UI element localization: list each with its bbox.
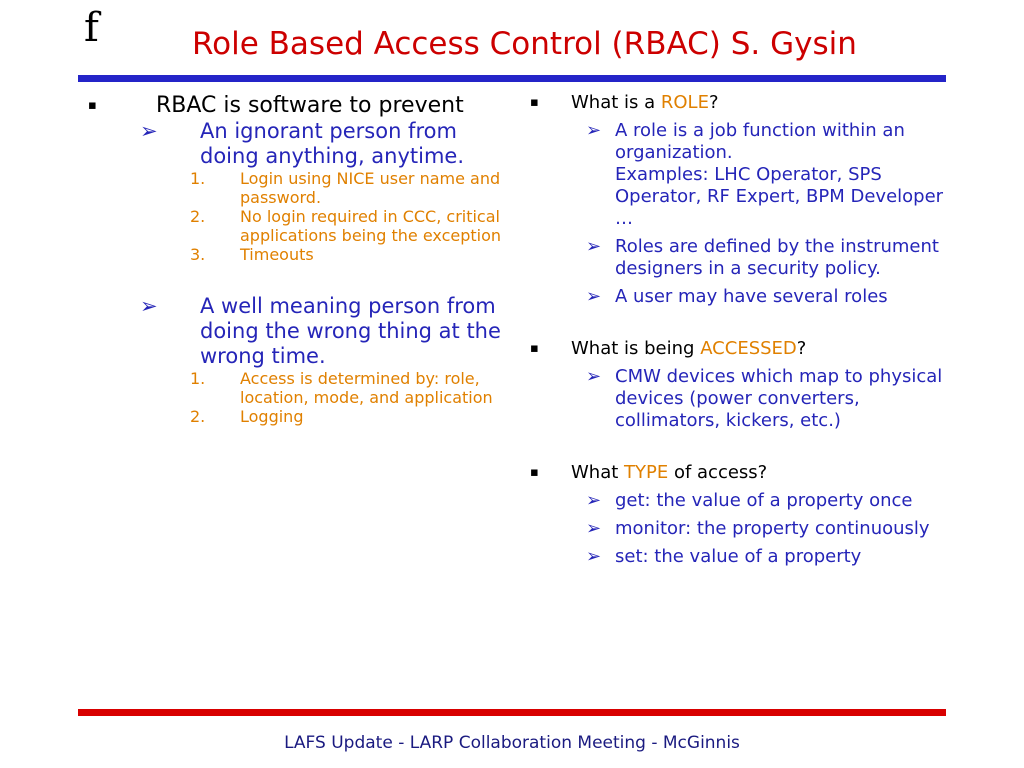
- bullet-accessed: [530, 338, 950, 360]
- numbered-item: [88, 407, 508, 426]
- bullet-suffix: of access?: [668, 462, 768, 483]
- numbered-item: [88, 169, 508, 207]
- slide-title: Role Based Access Control (RBAC) S. Gysin: [192, 26, 857, 62]
- type-monitor: [530, 518, 950, 540]
- role-examples: Examples: LHC Operator, SPS Operator, RF Expert, BPM Developer …: [615, 164, 944, 229]
- square-bullet-icon: ▪: [530, 341, 539, 356]
- item-text: Timeouts: [240, 245, 314, 264]
- right-column: [530, 92, 950, 568]
- sub-bullet-text: An ignorant person from doing anything, anytime.: [200, 119, 465, 168]
- bullet-prefix: What is a: [571, 92, 661, 113]
- arrow-bullet-icon: ➢: [586, 236, 602, 257]
- bullet-keyword: ACCESSED: [700, 338, 797, 359]
- left-column: [88, 92, 508, 426]
- arrow-bullet-icon: ➢: [586, 366, 602, 387]
- sub-bullet-text: A well meaning person from doing the wrong thing at the wrong time.: [200, 294, 501, 368]
- arrow-bullet-icon: ➢: [586, 490, 602, 511]
- numbered-item: [88, 245, 508, 264]
- bullet-prefix: What: [571, 462, 625, 483]
- numbered-item: [88, 207, 508, 245]
- top-rule: [78, 75, 946, 82]
- square-bullet-icon: ▪: [530, 465, 539, 480]
- item-text: No login required in CCC, critical applications being the exception: [240, 207, 502, 245]
- type-set: [530, 546, 950, 568]
- square-bullet-icon: ▪: [530, 95, 539, 110]
- item-number: 1.: [190, 169, 206, 188]
- bullet-suffix: ?: [708, 92, 719, 113]
- several-roles: [530, 286, 950, 308]
- logo: f: [84, 5, 99, 51]
- bullet-keyword: TYPE: [624, 462, 669, 483]
- footer-text: LAFS Update - LARP Collaboration Meeting - McGinnis: [284, 733, 740, 753]
- bullet-text: RBAC is software to prevent: [156, 93, 464, 118]
- arrow-bullet-icon: ➢: [586, 286, 602, 307]
- bullet-role: [530, 92, 950, 114]
- bullet-suffix: ?: [796, 338, 807, 359]
- sub-bullet-text: monitor: the property continuously: [615, 518, 930, 539]
- bullet-keyword: ROLE: [660, 92, 709, 113]
- item-number: 3.: [190, 245, 206, 264]
- sub-bullet-text: set: the value of a property: [615, 546, 862, 567]
- type-get: [530, 490, 950, 512]
- item-text: Login using NICE user name and password.: [240, 169, 501, 207]
- arrow-bullet-icon: ➢: [140, 294, 158, 318]
- sub-bullet-text: Roles are defined by the instrument designers in a security policy.: [615, 236, 939, 279]
- roles-defined: [530, 236, 950, 280]
- sub-bullet-ignorant: [88, 119, 508, 169]
- item-text: Access is determined by: role, location, mode, and application: [240, 369, 493, 407]
- bullet-rbac: [88, 92, 508, 119]
- bottom-rule: [78, 709, 946, 716]
- sub-bullet-text: CMW devices which map to physical devices (power converters, collimators, kickers, etc.): [615, 366, 943, 431]
- sub-bullet-text: A role is a job function within an organization.: [615, 120, 905, 163]
- sub-bullet-text: A user may have several roles: [615, 286, 888, 307]
- sub-bullet-text: get: the value of a property once: [615, 490, 913, 511]
- item-number: 2.: [190, 407, 206, 426]
- item-number: 2.: [190, 207, 206, 226]
- item-number: 1.: [190, 369, 206, 388]
- item-text: Logging: [240, 407, 304, 426]
- sub-bullet-well-meaning: [88, 294, 508, 369]
- arrow-bullet-icon: ➢: [140, 119, 158, 143]
- arrow-bullet-icon: ➢: [586, 518, 602, 539]
- arrow-bullet-icon: ➢: [586, 120, 602, 141]
- numbered-item: [88, 369, 508, 407]
- square-bullet-icon: ▪: [88, 98, 97, 113]
- bullet-prefix: What is being: [571, 338, 701, 359]
- bullet-type: [530, 462, 950, 484]
- arrow-bullet-icon: ➢: [586, 546, 602, 567]
- cmw-devices: [530, 366, 950, 432]
- role-definition: [530, 120, 950, 230]
